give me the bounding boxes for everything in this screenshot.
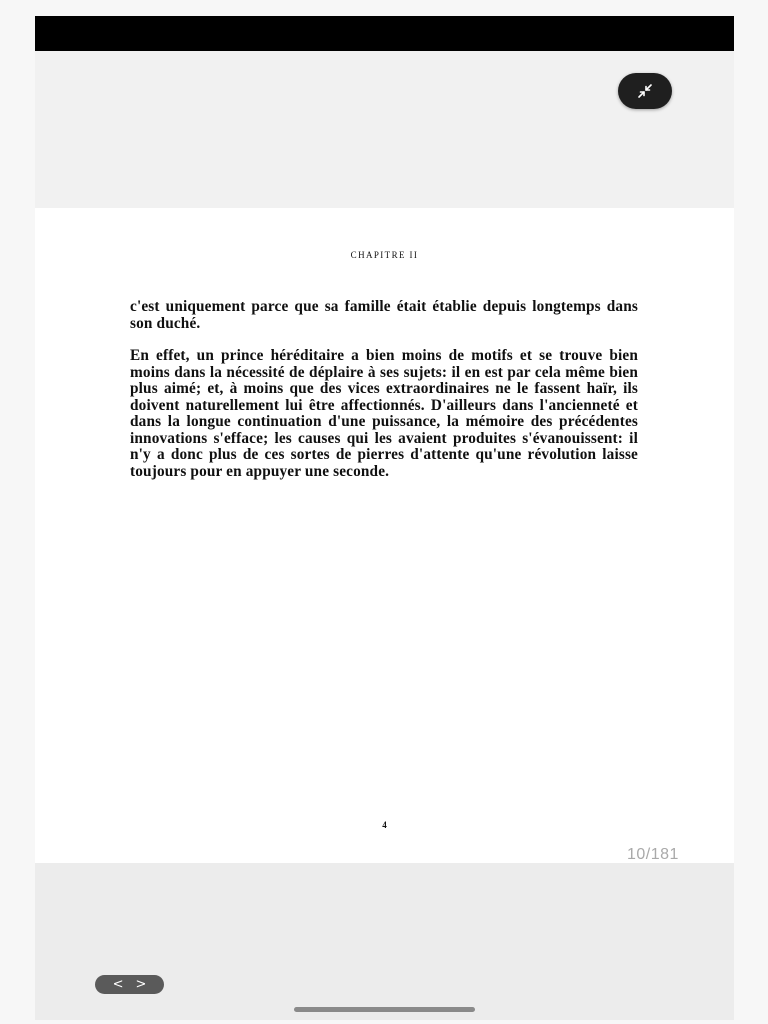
- page-paragraph: En effet, un prince héréditaire a bien moins de motifs et se trouve bien moins dans la nécessité de déplaire à ses sujets: il en est par cela même bien plus aimé; et, à moins que des vices extraordinaires ne le fassent haïr, ils doivent naturellement lui être affectionnés. D'ailleurs dans l'ancienneté et dans la longue continuation d'une puissance, la mémoire des précédentes innovations s'efface; les causes qui les avaient produites s'évanouissent: il n'y a donc plus de ces sortes de pierres d'attente qu'une révolution laisse toujours pour en appuyer une seconde.: [130, 347, 638, 480]
- home-indicator[interactable]: [294, 1007, 475, 1012]
- printed-page-number: 4: [382, 820, 387, 830]
- bottom-margin-area: [35, 863, 734, 1020]
- previous-page-button[interactable]: <: [112, 977, 124, 992]
- page-paragraph: c'est uniquement parce que sa famille était établie depuis longtemps dans son duché.: [130, 298, 638, 332]
- minimize-arrows-icon: [636, 82, 654, 100]
- next-page-button[interactable]: >: [135, 977, 147, 992]
- chapter-heading: CHAPITRE II: [350, 250, 419, 260]
- exit-fullscreen-button[interactable]: [618, 73, 672, 109]
- book-page: [35, 208, 734, 863]
- top-bar: [35, 16, 734, 51]
- reader-frame: [35, 16, 734, 1020]
- page-navigation-pill: [95, 975, 164, 994]
- page-indicator: 10/181: [627, 846, 679, 863]
